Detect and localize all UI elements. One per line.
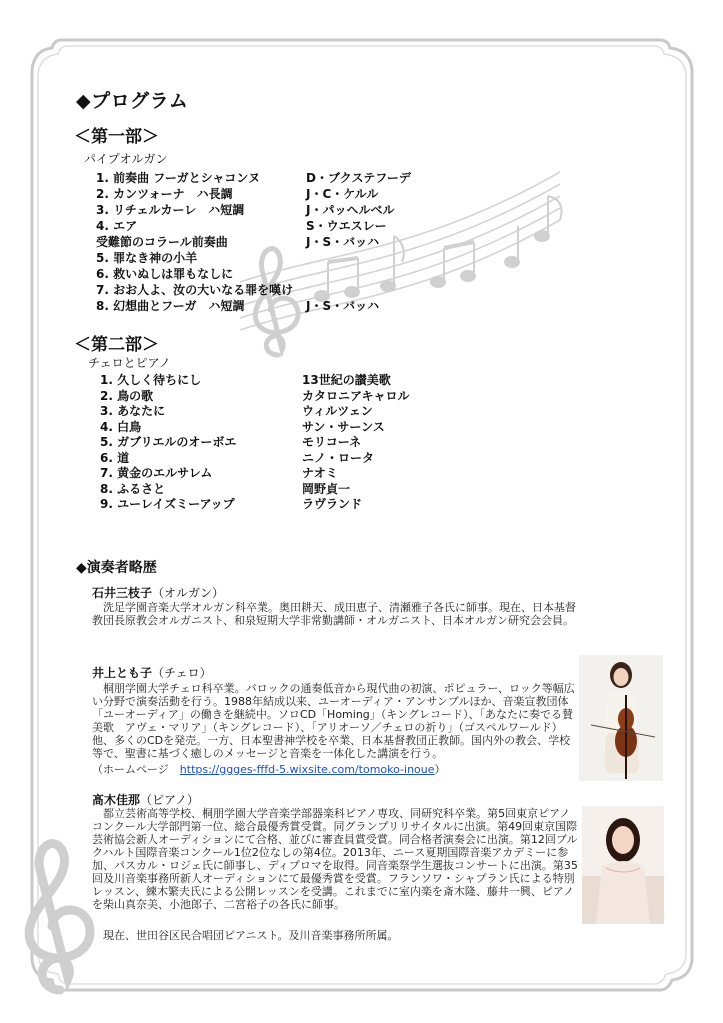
piece-title: 2. カンツォーナ ハ長調 [96,187,233,201]
program-item [100,420,460,436]
program-item [100,373,460,389]
program-item [96,170,456,186]
program-item [96,266,456,282]
program-item [96,282,456,298]
program-item [100,389,460,405]
program-item [96,218,456,234]
performer-bio-organ: 洗足学園音楽大学オルガン科卒業。奥田耕天、成田恵子、清瀬雅子各氏に師事。現在、日本基督教団長原教会オルガニスト、和泉短期大学非常勤講師・オルガニスト、日本オルガン研究会会員。 [92,601,576,627]
performer-role: （ピアノ） [140,793,200,807]
piece-title: 2. 鳥の歌 [100,388,154,403]
program-item [100,497,460,513]
program-item [96,202,456,218]
piece-title: 1. 前奏曲 フーガとシャコンヌ [96,171,260,185]
piece-title: 8. 幻想曲とフーガ ハ短調 [96,299,245,313]
piece-title: 5. 罪なき神の小羊 [96,251,198,265]
composer: J・C・ケルル [306,187,379,201]
part1-instrument: パイプオルガン [84,152,168,166]
performer-name-cello [92,664,212,681]
composer: サン・サーンス [302,419,385,434]
composer: 岡野貞一 [302,481,351,496]
composer: J・S・バッハ [306,299,380,313]
composer: J・S・バッハ [306,235,380,249]
piece-title: 4. エア [96,219,138,233]
piece-title: 4. 白鳥 [100,419,142,434]
piece-title: 受難節のコラール前奏曲 [96,235,228,249]
performer-name: 髙木佳那 [92,793,141,807]
part1-title: ＜第一部＞ [74,127,159,147]
piece-title: 8. ふるさと [100,481,166,496]
performer-bio-piano-current: 現在、世田谷区民合唱団ピアニスト。及川音楽事務所所属。 [103,929,399,942]
program-item [96,234,456,250]
cellist-photo [579,655,663,781]
composer: J・パッヘルベル [306,203,395,217]
program-item [100,404,460,420]
program-item [96,250,456,266]
program-item [96,298,456,314]
composer: D・ブクステフーデ [306,171,411,185]
part1-program-list [96,170,456,314]
composer: S・ウエスレー [306,219,387,233]
piece-title: 3. リチェルカーレ ハ短調 [96,203,245,217]
piece-title: 7. おお人よ、汝の大いなる罪を嘆け [96,283,294,297]
homepage-label: （ホームページ [92,763,180,776]
performer-bio-piano: 都立芸術高等学校、桐朋学園大学音楽学部器楽科ピアノ専攻、同研究科卒業。第5回東京ピアノコンクール大学部門第一位、総合最優秀賞受賞。同グランプリリサイタルに出演。第49回東京国際芸術協会新人オーディションにて合格、並びに審査員賞受賞。同合格者演奏会に出演。第12回ブルクハルト国際音楽コンクール1位2位なしの第4位。2013年、ニース夏期国際音楽アカデミーに参加、パスカル・ロジェ氏に師事し、ディプロマを取得。同音楽祭学生選抜コンサートに出演。第35回及川音楽事務所新人オーディションにて最優秀賞を受賞。フランソワ・シャプラン氏による特別レッスン、練木繁夫氏による公開レッスンを受講。これまでに室内楽を斎木隆、藤井一興、ピアノを柴山真奈美、小池郎子、二宮裕子の各氏に師事。 [92,807,578,911]
program-item [100,435,460,451]
program-item [100,466,460,482]
piece-title: 3. あなたに [100,404,166,418]
homepage-link[interactable]: https://ggges-fffd-5.wixsite.com/tomoko-inoue [179,763,435,776]
composer: ラヴランド [302,497,363,511]
homepage-line [92,761,446,777]
composer: モリコーネ [302,435,362,449]
program-item [100,451,460,467]
performer-name: 井上とも子 [92,666,153,680]
composer: ナオミ [302,466,338,480]
piece-title: 6. 道 [100,450,130,465]
part2-instrument: チェロとピアノ [88,356,171,370]
performer-name-piano [92,791,199,808]
piece-title: 6. 救いぬしは罪もなしに [96,267,234,281]
program-heading: ◆プログラム [76,90,189,112]
composer: カタロニアキャロル [302,388,410,403]
performers-heading: ◆演奏者略歴 [76,560,157,576]
piece-title: 5. ガブリエルのオーボエ [100,435,237,449]
performer-name: 石井三枝子 [92,586,153,600]
performer-role: （チェロ） [152,666,212,680]
part2-title: ＜第二部＞ [74,335,159,355]
homepage-close: ） [434,763,446,776]
composer: ニノ・ロータ [302,450,375,465]
program-item [96,186,456,202]
piece-title: 7. 黄金のエルサレム [100,466,213,480]
performer-role: （オルガン） [152,586,225,600]
program-item [100,482,460,498]
performer-bio-cello: 桐朋学園大学チェロ科卒業。バロックの通奏低音から現代曲の初演、ポピュラー、ロック等幅広い分野で演奏活動を行う。1988年結成以来、ユーオーディア・アンサンブルほか、音楽宣教団体「ユーオーディア」の働きを継続中。ソロCD「Homing」（キングレコード）、「あなたに奏でる賛美歌 アヴェ・マリア」（キングレコード）、「アリオーソ／チェロの祈り」（ゴスペルワールド）他、多くのCDを発売。一方、日本聖書神学校を卒業、日本基督教団正教師。国内外の教会、学校等で、聖書に基づく癒しのメッセージと音楽を一体化した講演を行う。 [92,682,575,760]
piece-title: 9. ユーレイズミーアップ [100,497,235,511]
composer: 13世紀の讃美歌 [302,373,391,387]
pianist-photo [582,806,664,924]
composer: ウィルツェン [302,404,373,418]
performer-name-organ [92,584,224,601]
piece-title: 1. 久しく待ちにし [100,373,202,387]
part2-program-list [100,373,460,513]
